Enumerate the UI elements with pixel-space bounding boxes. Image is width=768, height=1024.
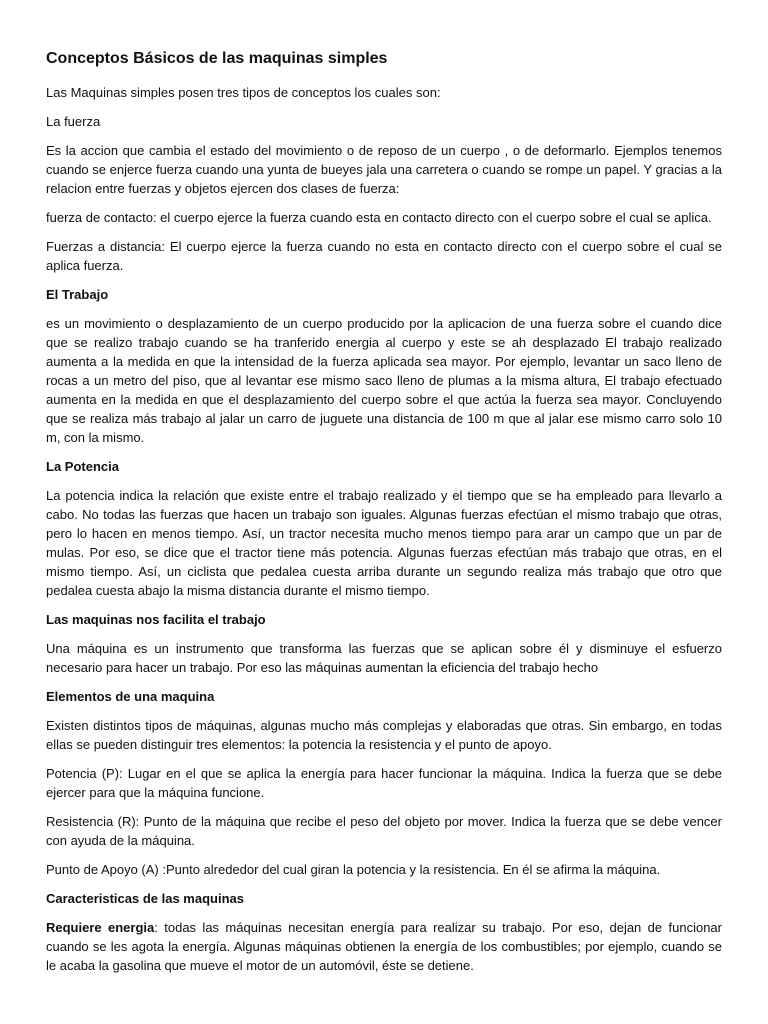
trabajo-paragraph-1: es un movimiento o desplazamiento de un cuerpo producido por la aplicacion de una fuerza sobre el cuando dice que se realizo trabajo cuando se ha tranferido energia al cuerpo y este se ah desplazado El trabajo realizado aumenta a la medida en que la intensidad de la fuerza aplicada sea mayor. Por ejemplo, levantar un saco lleno de rocas a un metro del piso, que al levantar ese mismo saco lleno de plumas a la misma altura, El trabajo efectuado aumenta en la medida en que el desplazamiento del cuerpo sobre el que actúa la fuerza sea mayor. Concluyendo que se realiza más trabajo al jalar un carro de juguete una distancia de 100 m que al jalar ese mismo carro solo 10 m, con la mismo. bbox=[46, 316, 722, 445]
elementos-paragraph-2: Potencia (P): Lugar en el que se aplica la energía para hacer funcionar la máquina. Indica la fuerza que se debe ejercer para que la máquina funcione. bbox=[46, 766, 722, 800]
intro-paragraph: Las Maquinas simples posen tres tipos de conceptos los cuales son: bbox=[46, 85, 441, 100]
elementos-paragraph-4: Punto de Apoyo (A) :Punto alrededor del cual giran la potencia y la resistencia. En él se afirma la máquina. bbox=[46, 862, 661, 877]
section-fuerza-heading: La fuerza bbox=[46, 114, 101, 129]
section-trabajo-heading: El Trabajo bbox=[46, 287, 109, 302]
elementos-paragraph-3: Resistencia (R): Punto de la máquina que recibe el peso del objeto por mover. Indica la fuerza que se debe vencer con ayuda de la máquina. bbox=[46, 814, 722, 848]
document-title: Conceptos Básicos de las maquinas simples bbox=[46, 50, 388, 67]
section-caracteristicas-heading: Caracteristicas de las maquinas bbox=[46, 891, 244, 906]
section-facilita-heading: Las maquinas nos facilita el trabajo bbox=[46, 612, 266, 627]
facilita-paragraph-1: Una máquina es un instrumento que transforma las fuerzas que se aplican sobre él y disminuye el esfuerzo necesario para hacer un trabajo. Por eso las máquinas aumentan la eficiencia del trabajo hecho bbox=[46, 641, 722, 675]
fuerza-paragraph-1: Es la accion que cambia el estado del movimiento o de reposo de un cuerpo , o de deformarlo. Ejemplos tenemos cuando se enjerce fuerza cuando una yunta de bueyes jala una carretera o cuando se rompe un papel. Y gracias a la relacion entre fuerzas y objetos ejercen dos clases de fuerza: bbox=[46, 143, 722, 196]
section-potencia-heading: La Potencia bbox=[46, 459, 119, 474]
elementos-paragraph-1: Existen distintos tipos de máquinas, algunas mucho más complejas y elaboradas que otras. Sin embargo, en todas ellas se pueden distinguir tres elementos: la potencia la resistencia y el punto de apoyo. bbox=[46, 718, 722, 752]
caracteristicas-term: Requiere energia bbox=[46, 920, 155, 935]
caracteristicas-definition: : todas las máquinas necesitan energía para realizar su trabajo. Por eso, dejan de funcionar cuando se les agota la energía. Algunas máquinas obtienen la energía de los combustibles; por ejemplo, cuando se le acaba la gasolina que mueve el motor de un automóvil, éste se detiene. bbox=[46, 920, 722, 973]
fuerza-paragraph-3: Fuerzas a distancia: El cuerpo ejerce la fuerza cuando no esta en contacto directo con el cuerpo sobre el cual se aplica fuerza. bbox=[46, 239, 722, 273]
caracteristicas-paragraph-1 bbox=[46, 918, 722, 975]
potencia-paragraph-1: La potencia indica la relación que existe entre el trabajo realizado y el tiempo que se ha empleado para llevarlo a cabo. No todas las fuerzas que hacen un trabajo son iguales. Algunas fuerzas efectúan el mismo trabajo que otras, pero lo hacen en menos tiempo. Así, un tractor necesita mucho menos tiempo para arar un campo que un par de mulas. Por eso, se dice que el tractor tiene más potencia. Algunas fuerzas efectúan más trabajo que otras, en el mismo tiempo. Así, un ciclista que pedalea cuesta arriba durante un segundo realiza más trabajo que otro que pedalea cuesta abajo la misma distancia durante el mismo tiempo. bbox=[46, 488, 722, 598]
fuerza-paragraph-2: fuerza de contacto: el cuerpo ejerce la fuerza cuando esta en contacto directo con el cuerpo sobre el cual se aplica. bbox=[46, 210, 712, 225]
section-elementos-heading: Elementos de una maquina bbox=[46, 689, 215, 704]
